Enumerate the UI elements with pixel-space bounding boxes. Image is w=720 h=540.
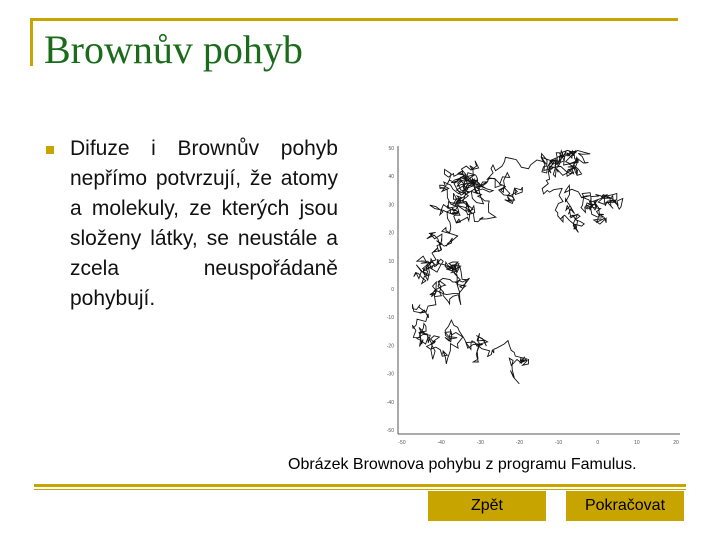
y-tick-label: -40 (386, 399, 394, 406)
figure-caption: Obrázek Brownova pohybu z programu Famulus. (288, 456, 637, 473)
brownian-path (412, 150, 622, 383)
y-tick-label: -10 (386, 315, 394, 322)
y-tick-label: 0 (391, 287, 394, 293)
x-tick-labels (398, 440, 679, 446)
back-button[interactable]: Zpět (428, 491, 546, 521)
x-tick-label: 0 (596, 440, 600, 446)
x-tick-label: 10 (634, 440, 640, 446)
frame-top-line (30, 18, 678, 21)
bullet-text: Difuze i Brownův pohyb nepřímo potvrzují, že atomy a molekuly, ze kterých jsou složeny látky, se neustále a zcela neuspořádaně pohybují. (70, 137, 338, 310)
footer-rule-thick (34, 484, 686, 487)
y-tick-label: 20 (388, 230, 394, 237)
footer-rule-thin (34, 489, 686, 490)
y-tick-label: 50 (388, 146, 394, 152)
y-tick-label: -50 (386, 428, 394, 434)
frame-left-line (30, 18, 33, 66)
y-tick-label: -20 (386, 343, 394, 350)
x-tick-label: -10 (554, 440, 563, 446)
continue-button[interactable]: Pokračovat (566, 491, 684, 521)
y-tick-label: 40 (388, 174, 394, 181)
slide-title: Brownův pohyb (44, 27, 303, 72)
y-tick-label: 10 (388, 258, 394, 265)
x-tick-label: 20 (673, 440, 679, 446)
x-tick-label: -40 (437, 440, 445, 446)
y-tick-label: -30 (386, 371, 394, 378)
x-tick-label: -50 (398, 440, 406, 446)
x-tick-label: -30 (476, 440, 484, 446)
x-tick-label: -20 (515, 440, 524, 446)
bullet-square-icon (46, 146, 54, 154)
y-tick-label: 30 (388, 202, 394, 209)
brownian-motion-plot (372, 138, 684, 450)
y-tick-labels (387, 146, 394, 434)
